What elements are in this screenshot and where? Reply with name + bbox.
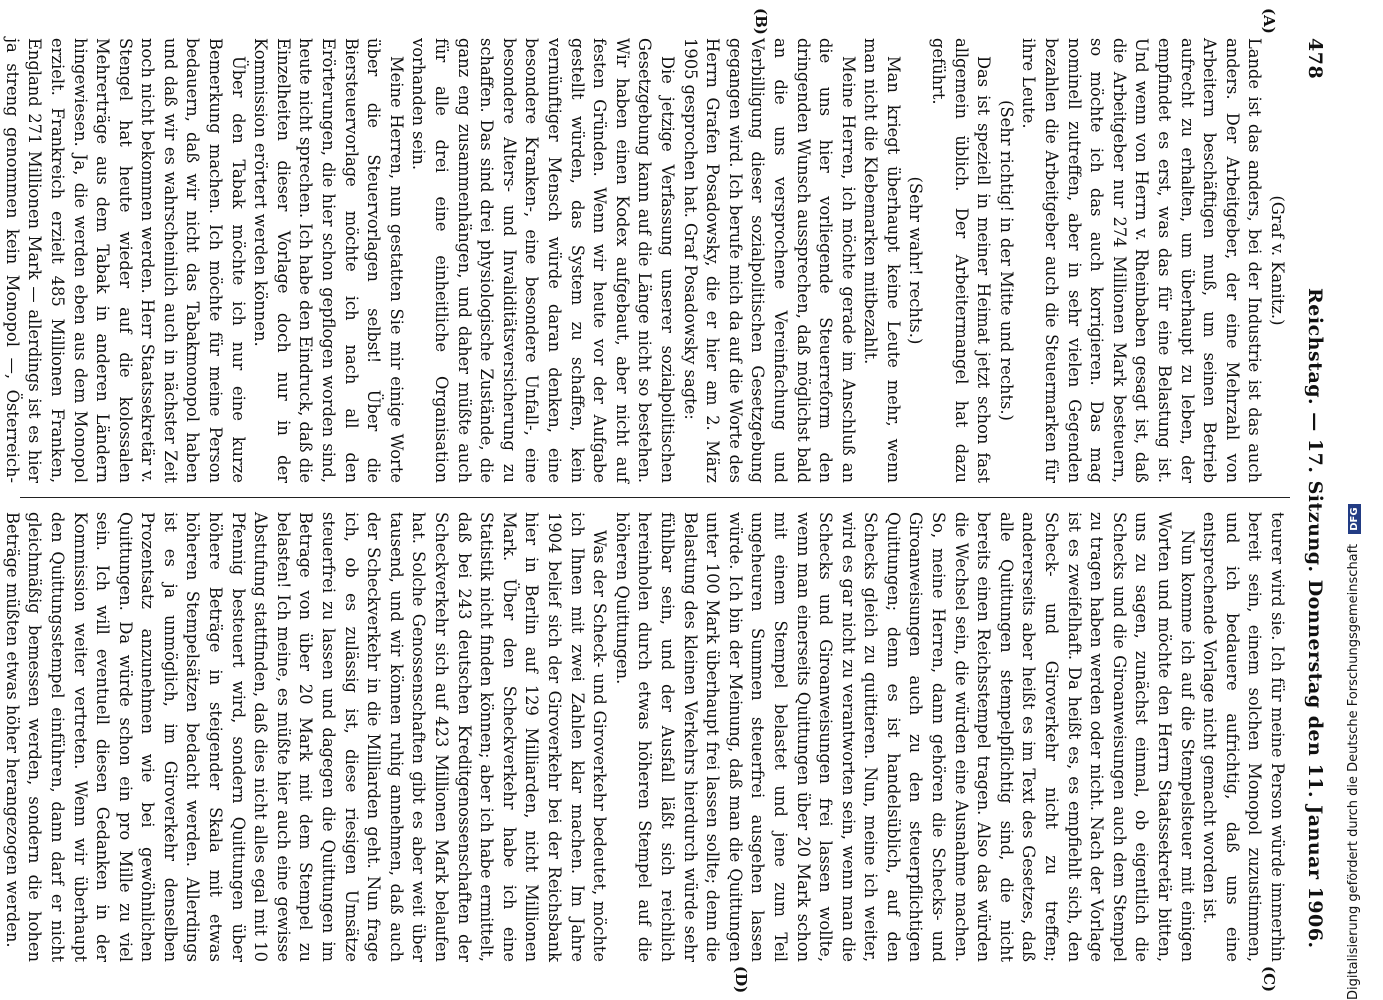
paragraph: (Sehr wahr! rechts.): [906, 176, 926, 345]
margin-mark-d: (D): [732, 966, 750, 994]
paragraph: Nun komme ich auf die Stempelsteuer mit einigen Worten und möchte den Herrn Staatssekretär bitten, uns zu sagen, zunächst einmal, ob eigentlich die Schecks und die Giroanweisungen auch dem Stempel zu tragen haben werden oder nicht. Nach der Vorlage ist es zweifelhaft. Da heißt es, es empfiehlt sich, den Scheck- und Giroverkehr nicht zu treffen; andererseits aber heißt es im Text des Gesetzes, daß alle Quittungen stempelpflichtig sind, die nicht bereits einen Reichsstempel tragen. Also das würden die Wechsel sein, die würden eine Ausnahme machen. So, meine Herren, dann gehören die Schecks- und Giroanweisungen auch zu den steuerpflichtigen Quittungen; denn es ist handelsüblich, auf den Schecks gleich zu quittieren. Nun, meine ich weiter, wird es gar nicht zu verantworten sein, wenn man die Schecks und Giroanweisungen frei lassen wollte, wenn man einerseits Quittungen über 20 Mark schon mit einem Stempel belastet und jene zum Teil ungeheuren Summen steuerfrei ausgehen lassen würde. Ich bin der Meinung, daß man die Quittungen unter 100 Mark überhaupt frei lassen sollte; denn die Belastung des kleinen Verkehrs hierdurch würde sehr fühlbar sein, und der Ausfall läßt sich reichlich hereinholen durch etwas höheren Stempel auf die höheren Quittungen.: [612, 512, 1197, 962]
column-divider: [20, 497, 1290, 498]
paragraph: (Graf v. Kanitz.): [1268, 195, 1287, 326]
footer-credit-strip: [1340, 0, 1380, 1000]
funding-credit-text: Digitalisierung gefördert durch die Deutsche Forschungsgemeinschaft: [1346, 543, 1361, 1000]
paragraph: (Sehr richtig! in der Mitte und rechts.): [996, 100, 1016, 421]
paragraph: Man kriegt überhaupt keine Leute mehr, wenn man nicht die Klebemarken mitbezahlt.: [861, 38, 903, 483]
margin-mark-b: (B): [752, 8, 770, 35]
paragraph: Das ist speziell in meiner Heimat jetzt schon fast allgemein üblich. Der Arbeitermangel hat dazu geführt.: [929, 38, 994, 483]
paragraph: Lande ist das anders, bei der Industrie ist das auch anders. Der Arbeitgeber, der eine Mehrzahl von Arbeitern beschäftigen muß, um seinen Betrieb aufrecht zu erhalten, um überhaupt zu leben, der empfindet es erst, was das für eine Belastung ist. Und wenn von Herrn v. Rheinbaben gesagt ist, daß die Arbeitgeber nur 274 Millionen Mark besteuern, so möchte ich das auch korrigieren. Das mag nominell zutreffen, aber in sehr vielen Gegenden bezahlen die Arbeitgeber auch die Steuermarken für ihre Leute.: [1019, 38, 1265, 483]
paragraph: Über den Tabak möchte ich nur eine kurze Bemerkung machen. Ich möchte für meine Person bedauern, daß wir nicht das Tabakmonopol haben und daß wir es wahrscheinlich auch in nächster Zeit noch nicht bekommen werden. Herr Staatssekretär v. Stengel hat heute wieder auf die kolossalen Mehrerträge aus dem Tabak in anderen Ländern hingewiesen. Ja, die werden eben aus dem Monopol erzielt. Frankreich erzielt 485 Millionen Franken, England 271 Millionen Mark — allerdings ist es hier ja streng genommen kein Monopol —, Österreich-: [2, 38, 248, 483]
page-number: 478: [1304, 38, 1326, 80]
paragraph: Was der Scheck- und Giroverkehr bedeutet, möchte ich Ihnen mit zwei Zahlen klar machen. Im Jahre 1904 belief sich der Giroverkehr bei der Reichsbank hier in Berlin auf 129 Milliarden, nicht Millionen Mark. Über den Scheckverkehr habe ich eine Statistik nicht finden können; aber ich habe ermittelt, daß bei 243 deutschen Kreditgenossenschaften der Scheckverkehr sich auf 423 Millionen Mark belaufen hat. Solche Genossenschaften gibt es aber weit über tausend, und wir können ruhig annehmen, daß auch der Scheckverkehr in die Milliarden geht. Nun frage ich, ob es zulässig ist, diese riesigen Umsätze steuerfrei zu lassen und dagegen die Quittungen im Betrage von über 20 Mark mit dem Stempel zu belasten! Ich meine, es müßte hier auch eine gewisse Abstufung stattfinden, daß dies nicht alles egal mit 10 Pfennig besteuert wird, sondern Quittungen über höhere Beträge in steigender Skala mit etwas höheren Stempelsätzen bedacht werden. Allerdings ist es ja unmöglich, im Giroverkehr denselben Prozentsatz anzunehmen wie bei gewöhnlichen Quittungen. Da würde schon ein pro Mille zu viel sein. Ich will eventuell diesen Gedanken in der Kommission weiter vertreten. Wenn wir überhaupt den Quittungsstempel einführen, dann darf er nicht gleichmäßig bemessen werden, sondern die hohen Beträge müßten etwas höher herangezogen werden.: [2, 512, 610, 962]
page-header: [1300, 38, 1326, 970]
funding-credit: [1346, 504, 1361, 1000]
left-text-column: [2, 38, 1288, 483]
paragraph: Meine Herren, ich möchte gerade im Anschluß an die uns hier vorliegende Steuerreform den dringenden Wunsch aussprechen, daß möglichst bald an die uns versprochene Vereinfachung und Verbilligung dieser sozialpolitischen Gesetzgebung gegangen wird. Ich berufe mich da auf die Worte des Herrn Grafen Posadowsky, die er hier am 2. März 1905 gesprochen hat. Graf Posadowsky sagte:: [680, 38, 858, 483]
paragraph: Die jetzige Verfassung unserer sozialpolitischen Gesetzgebung kann auf die Länge nicht so bestehen. Wir haben einen Kodex aufgebaut, aber nicht auf festen Gründen. Wenn wir heute vor der Aufgabe gestellt würden, das System zu schaffen, kein vernünftiger Mensch würde daran denken, eine besondere Kranken-, eine besondere Unfall-, eine besondere Alters- und Invaliditätsversicherung zu schaffen. Das sind drei physiologische Zustände, die ganz eng zusammenhängen, und daher müßte auch für alle drei eine einheitliche Organisation vorhanden sein.: [409, 38, 677, 483]
paragraph: Meine Herren, nun gestatten Sie mir einige Worte über die Steuervorlagen selbst! Über die Biersteuervorlage möchte ich nach all den Erörterungen, die hier schon gepflogen worden sind, heute nicht sprechen. Ich habe den Eindruck, daß die Einzelheiten dieser Vorlage doch nur in der Kommission erörtert werden können.: [251, 38, 406, 483]
running-title: Reichstag. — 17. Sitzung. Donnerstag den 11. Januar 1906.: [1304, 288, 1326, 949]
dfg-logo: DFG: [1348, 504, 1361, 533]
margin-mark-a: (A): [1260, 8, 1278, 34]
paragraph: teurer wird sie. Ich für meine Person würde immerhin bereit sein, einem solchen Monopol zuzustimmen, und ich bedauere aufrichtig, daß uns eine entsprechende Vorlage nicht gemacht worden ist.: [1200, 512, 1287, 962]
margin-mark-c: (C): [1260, 966, 1278, 993]
right-text-column: [2, 512, 1288, 962]
